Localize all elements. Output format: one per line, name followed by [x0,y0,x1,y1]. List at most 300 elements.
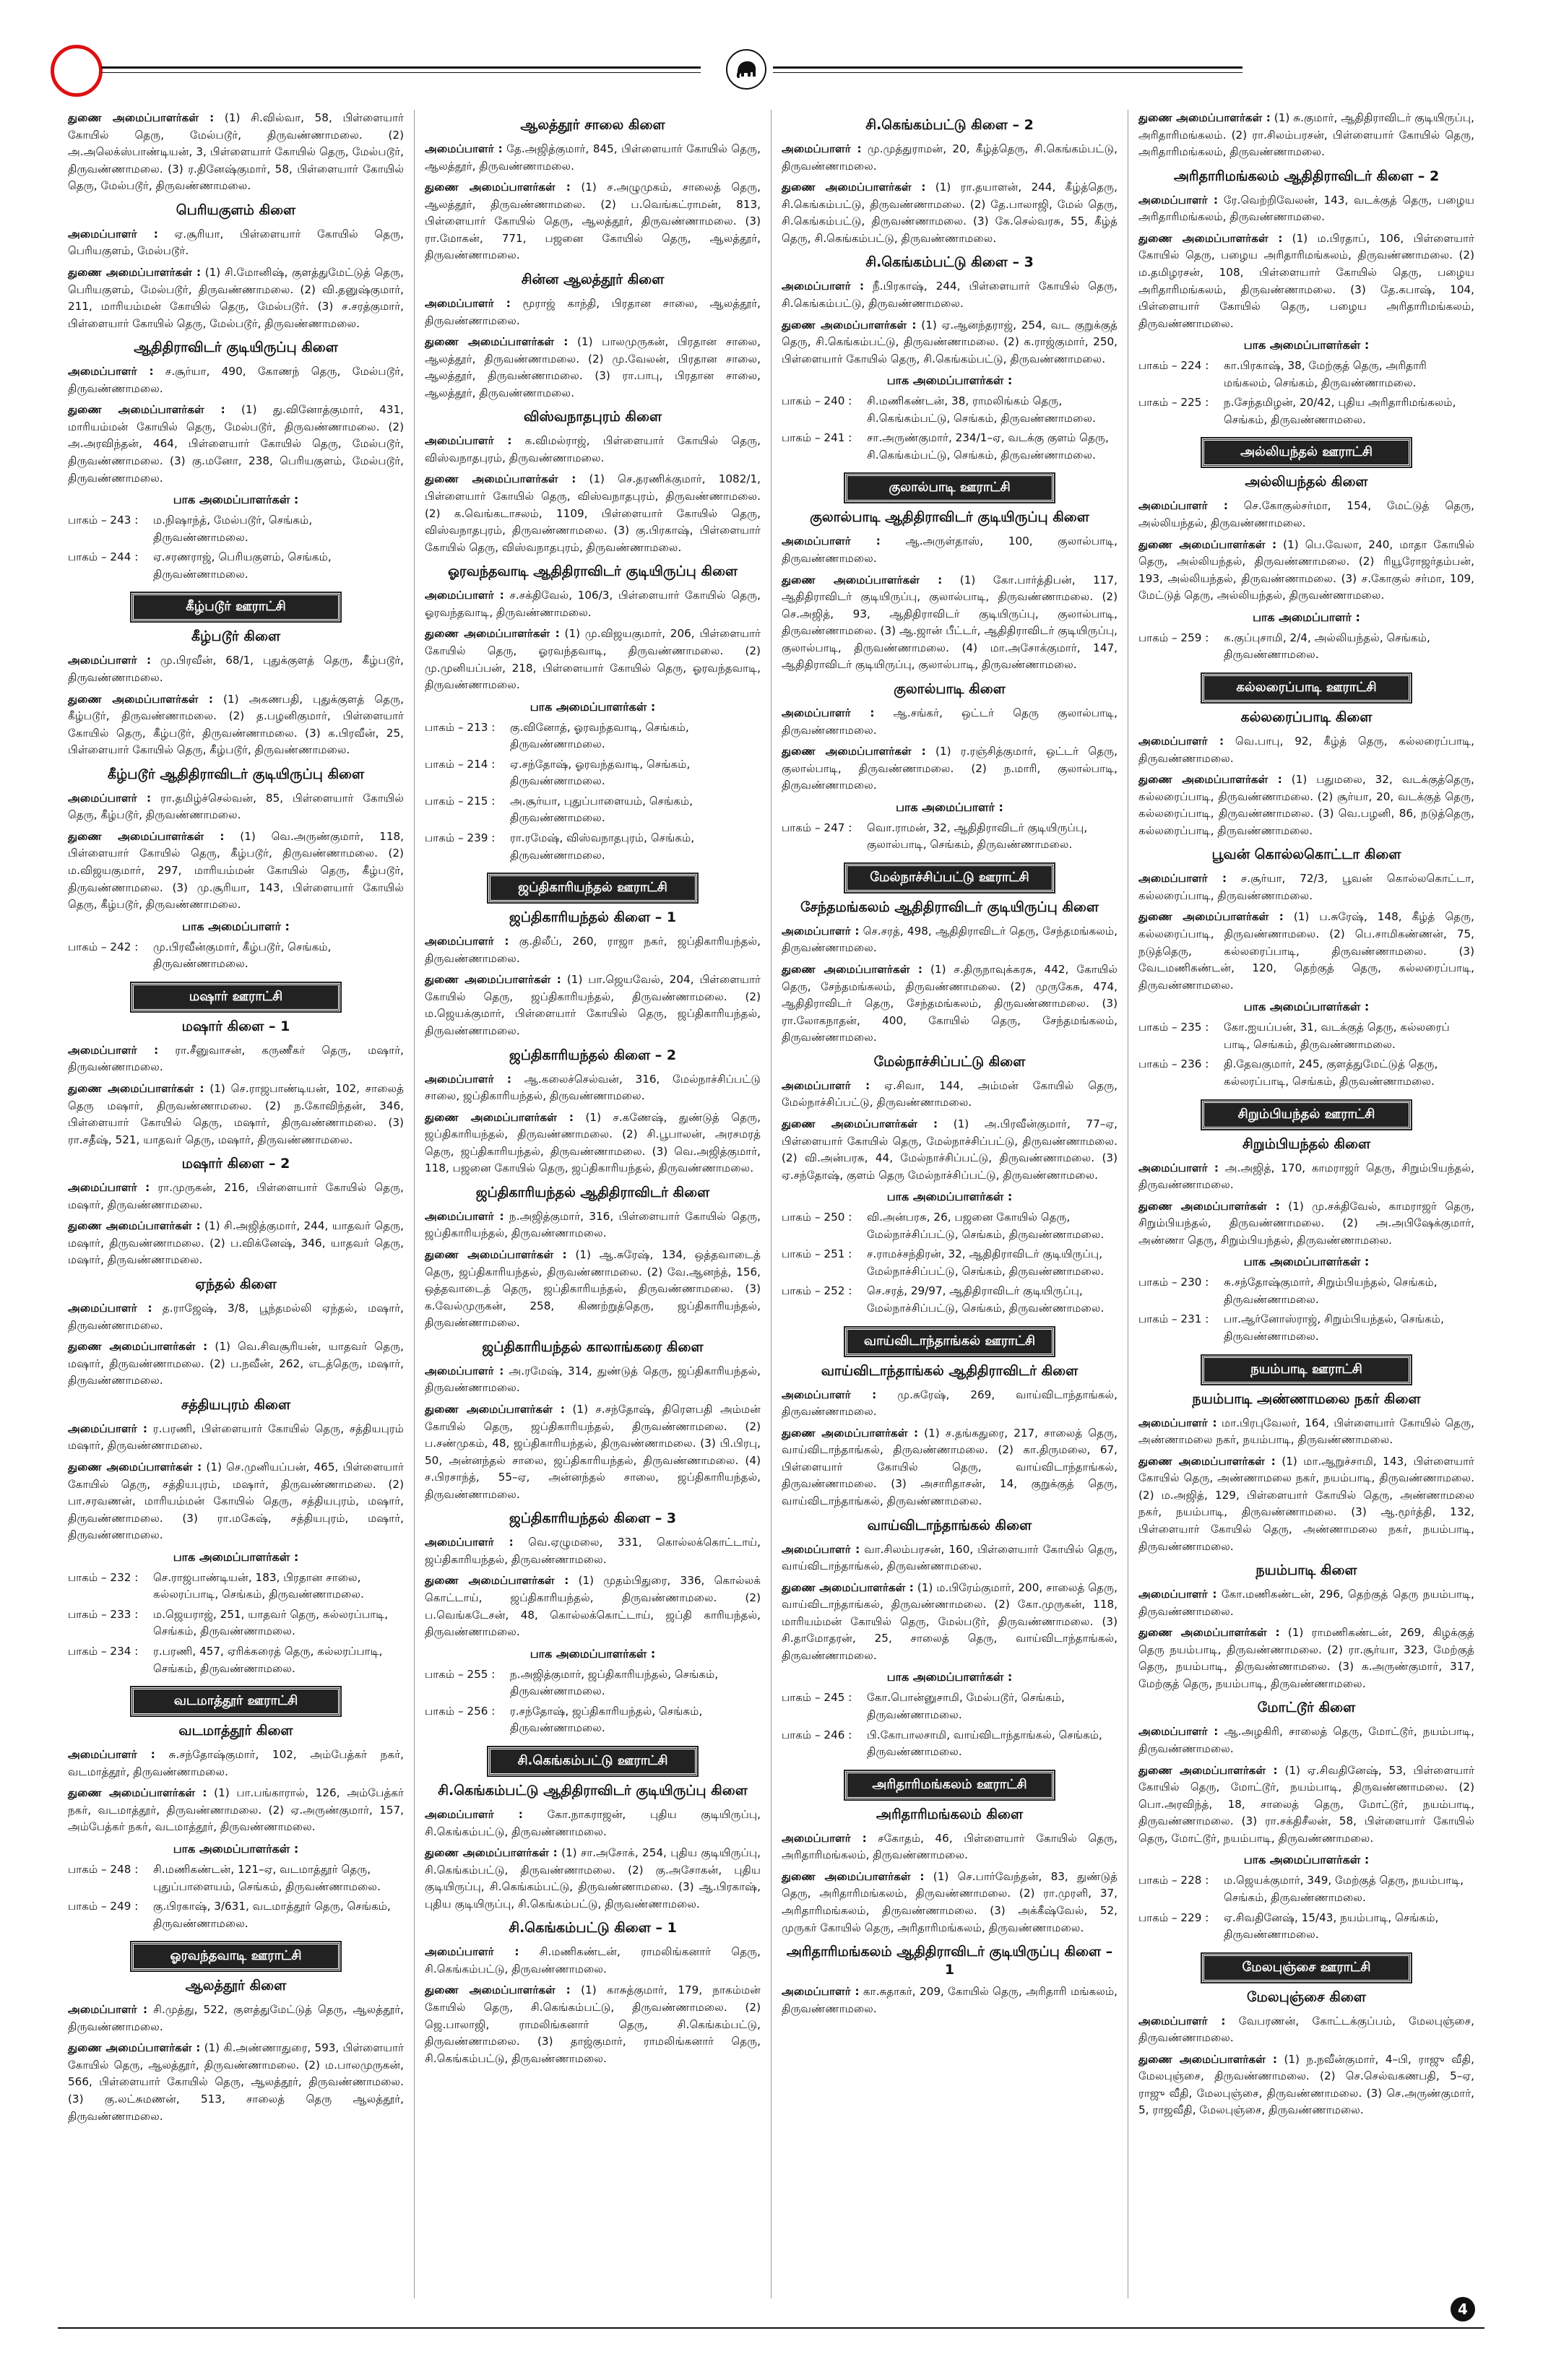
member-details: மு.சுரேஷ், 269, வாய்விடாந்தாங்கல், திருவண்ணாமலை. [782,1388,1118,1419]
member-entry [68,110,404,195]
booth-organiser: ரா.ரமேஷ், விஸ்வநாதபுரம், செங்கம், திருவண்ணாமலை. [510,831,695,862]
section-subheading: பாக அமைப்பாளர்கள் : [1243,1853,1370,1867]
member-entry [1138,230,1474,332]
member-entry [782,1580,1118,1665]
member-details: ச.சூர்யா, 72/3, பூவன் கொல்லகொட்டா, கல்லரைப்பாடி, திருவண்ணாமலை. [1138,872,1475,902]
role-label: துணை அமைப்பாளர்கள் : [68,1460,202,1474]
booth-row [1138,358,1474,391]
member-details: மா.பிரபுவேலர், 164, பிள்ளையார் கோயில் தெரு, அண்ணாமலை நகர், நயம்பாடி, திருவண்ணாமலை. [1138,1416,1474,1447]
branch-heading: மோட்டூர் கிளை [1257,1700,1356,1716]
member-details: (1) ஆ.சுரேஷ், 134, ஒத்தவாடைத் தெரு, ஜப்திகாரியந்தல், திருவண்ணாமலை. (2) வே.ஆனந்த், 156, ஒத்தவாடைத் தெரு, ஜப்திகாரியந்தல், திருவண்ணாமலை. (3) க.வேல்முருகன், 258, கிணற்றுத்தெரு, ஜப்திகாரியந்தல், திருவண்ணாமலை. [425,1248,761,1330]
role-label: துணை அமைப்பாளர்கள் : [425,627,560,641]
member-entry [68,691,404,759]
booth-organiser: ந.அஜித்குமார், ஜப்திகாரியந்தல், செங்கம், திருவண்ணாமலை. [510,1667,719,1698]
role-label: அமைப்பாளர் : [425,1364,504,1377]
role-label: துணை அமைப்பாளர்கள் : [425,1574,569,1588]
branch-heading: சிறும்பியந்தல் கிளை [1242,1135,1371,1152]
booth-row [68,1861,404,1895]
role-label: துணை அமைப்பாளர்கள் : [425,1110,574,1124]
role-label: அமைப்பாளர் : [68,365,154,378]
column-3 [772,110,1128,2298]
member-entry [425,1071,761,1105]
booth-number: பாகம் – 256 : [425,1704,496,1718]
member-details: (1) ரா.தயாளன், 244, கீழ்த்தெரு, சி.கெங்கம்பட்டு, திருவண்ணாமலை. (2) தே.பாலாஜி, மேல் தெரு, சி.கெங்கம்பட்டு, திருவண்ணாமலை. (3) கே.செல்வரசு, 55, கீழ்த் தெரு, சி.கெங்கம்பட்டு, திருவண்ணாமலை. [782,181,1118,245]
booth-number: பாகம் – 240 : [782,394,852,408]
member-details: (1) அகணபதி, புதுக்குளத் தெரு, கீழ்படூர், திருவண்ணாமலை. (2) த.பழனிகுமார், பிள்ளையார் கோயில் தெரு, கீழ்படூர், திருவண்ணாமலை. (3) க.பிரவீன், 25, பிள்ளையார் கோயில் தெரு, கீழ்படூர், திருவண்ணாமலை. [68,692,404,757]
member-entry [425,933,761,967]
booth-row [1138,394,1474,428]
booth-organiser: கு.வினோத், ஓரவந்தவாடி, செங்கம், திருவண்ணாமலை. [510,720,689,751]
branch-heading: வாய்விடாந்தாங்கல் கிளை [867,1517,1032,1533]
member-entry [1138,1723,1474,1757]
panchayat-banner: ஜப்திகாரியந்தல் ஊராட்சி [488,874,696,902]
member-details: சி.முத்து, 522, குளத்துமேட்டுத் தெரு, ஆலத்தூர், திருவண்ணாமலை. [68,2003,404,2033]
elephant-emblem-icon [726,49,766,90]
member-details: கு.திலீப், 260, ராஜா நகர், ஜப்திகாரியந்தல், திருவண்ணாமலை. [425,935,761,965]
member-details: மூராஜ் காந்தி, பிரதான சாலை, ஆலத்தூர், திருவண்ணாமலை. [425,296,761,327]
role-label: அமைப்பாளர் : [425,1072,511,1086]
member-entry [425,972,761,1039]
role-label: துணை அமைப்பாளர்கள் : [782,318,917,332]
booth-organiser: ம.ஜெயக்குமார், 349, மேற்குத் தெரு, நயம்பாடி, செங்கம், திருவண்ணாமலை. [1224,1874,1464,1904]
member-details: ச.சக்திவேல், 106/3, பிள்ளையார் கோயில் தெரு, ஓரவந்தவாடி, திருவண்ணாமலை. [425,589,761,619]
masthead-rule [101,66,701,69]
role-label: அமைப்பாளர் : [782,1831,867,1845]
member-details: (1) கோ.பார்த்திபன், 117, ஆதிதிராவிடர் குடியிருப்பு, குலால்பாடி, திருவண்ணாமலை. (2) செ.அஜித், 93, ஆதிதிராவிடர் குடியிருப்பு, குலால்பாடி, திருவண்ணாமலை. (3) ஆ.ஜான் பீட்டர், ஆதிதிராவிடர் குடியிருப்பு, குலால்பாடி, திருவண்ணாமலை. (4) மா.அசோக்குமார், 147, ஆதிதிராவிடர் குடியிருப்பு, குலால்பாடி, திருவண்ணாமலை. [782,573,1118,672]
booth-number: பாகம் – 244 : [68,550,139,564]
booth-row [425,1703,761,1737]
member-entry [68,1459,404,1544]
member-entry [68,1218,404,1269]
member-entry [782,141,1118,175]
role-label: அமைப்பாளர் : [425,296,511,310]
member-entry [68,226,404,260]
booth-number: பாகம் – 230 : [1138,1276,1209,1289]
role-label: அமைப்பாளர் : [1138,1161,1219,1174]
booth-row [782,1727,1118,1761]
booth-organiser: பா.ஆர்னோஸ்ராஜ், சிறும்பியந்தல், செங்கம், திருவண்ணாமலை. [1224,1312,1444,1343]
role-label: துணை அமைப்பாளர்கள் : [68,265,202,279]
member-entry [425,1572,761,1640]
booth-row [782,1689,1118,1723]
booth-number: பாகம் – 234 : [68,1645,139,1658]
role-label: அமைப்பாளர் : [782,1388,877,1401]
booth-organiser: செ.சரத், 29/97, ஆதிதிராவிடர் குடியிருப்பு, மேல்நாச்சிப்பட்டு, செங்கம், திருவண்ணாமலை. [867,1284,1105,1315]
masthead-rule [101,72,701,73]
role-label: துணை அமைப்பாளர்கள் : [425,973,561,987]
member-entry [782,1541,1118,1575]
member-details: ஆ.அழகிரி, சாலைத் தெரு, மோட்டூர், நயம்பாடி, திருவண்ணாமலை. [1138,1725,1475,1755]
role-label: அமைப்பாளர் : [782,142,862,155]
member-entry [1138,537,1474,605]
role-label: துணை அமைப்பாளர்கள் : [68,403,225,417]
member-details: (1) ச.சந்தோஷ், திரௌபதி அம்மன் கோயில் தெரு, ஜப்திகாரியந்தல், திருவண்ணாமலை. (2) ப.சண்முகம், 48, ஜப்திகாரியந்தல், திருவண்ணாமலை. (3) பி.பிரபு, 50, அன்னந்தல் சாலை, ஜப்திகாரியந்தல், திருவண்ணாமலை. (4) ச.பிரசாந்த், 55–ஏ, அன்னந்தல் சாலை, ஜப்திகாரியந்தல், திருவண்ணாமலை. [425,1402,761,1501]
branch-heading: நயம்பாடி கிளை [1255,1562,1357,1579]
member-entry [782,533,1118,567]
booth-number: பாகம் – 247 : [782,821,852,834]
role-label: துணை அமைப்பாளர்கள் : [782,745,926,758]
member-entry [425,1982,761,2067]
panchayat-banner: கீழ்படூர் ஊராட்சி [131,593,340,621]
member-details: (1) ச.தங்கதுரை, 217, சாலைத் தெரு, வாய்விடாந்தாங்கல், திருவண்ணாமலை. (2) கா.திருமலை, 67, பிள்ளையார் கோயில் தெரு, வாய்விடாந்தாங்கல், திருவண்ணாமலை. (3) அசாரிதாசன், 14, குறுக்குத் தெரு, வாய்விடாந்தாங்கல், திருவண்ணாமலை. [782,1426,1118,1507]
branch-heading: ஓரவந்தவாடி ஆதிதிராவிடர் குடியிருப்பு கிளை [447,563,738,580]
booth-number: பாகம் – 250 : [782,1211,852,1224]
member-entry [425,1109,761,1177]
member-details: வா.சிலம்பரசன், 160, பிள்ளையார் கோயில் தெரு, வாய்விடாந்தாங்கல், திருவண்ணாமலை. [782,1542,1118,1573]
member-details: (1) சி.மோனிஷ், குளத்துமேட்டுத் தெரு, பெரியகுளம், மேல்படூர், திருவண்ணாமலை. (2) வி.தனுஷ்குமார், 211, மாரியம்மன் கோயில் தெரு, மேல்படூர். (3) ச.சரத்குமார், பிள்ளையார் கோயில் தெரு, மேல்படூர், திருவண்ணாமலை. [68,265,404,330]
member-entry [425,295,761,329]
member-entry [425,1401,761,1503]
role-label: அமைப்பாளர் : [425,1945,519,1959]
role-label: துணை அமைப்பாளர்கள் : [68,2041,201,2055]
role-label: துணை அமைப்பாளர்கள் : [1138,910,1284,924]
booth-row [425,1666,761,1700]
member-entry [1138,870,1474,904]
role-label: துணை அமைப்பாளர்கள் : [68,1786,207,1800]
booth-row [68,1898,404,1932]
role-label: அமைப்பாளர் : [68,1748,155,1762]
booth-number: பாகம் – 252 : [782,1284,852,1298]
branch-heading: கீழ்படூர் கிளை [191,628,281,645]
booth-number: பாகம் – 236 : [1138,1057,1209,1071]
panchayat-banner: மஷார் ஊராட்சி [131,983,340,1011]
page-number: 4 [1451,2297,1475,2321]
booth-organiser: க.குப்புசாமி, 2/4, அல்லியந்தல், செங்கம், திருவண்ணாமலை. [1224,631,1430,662]
masthead-rule [773,66,1242,69]
member-details: அ.அஜித், 170, காமராஜர் தெரு, சிறும்பியந்தல், திருவண்ணாமலை. [1138,1161,1474,1192]
booth-organiser: கோ.பொன்னுசாமி, மேல்படூர், செங்கம், திருவண்ணாமலை. [867,1691,1065,1721]
booth-row [425,793,761,827]
booth-organiser: ர.சந்தோஷ், ஜப்திகாரியந்தல், செங்கம், திருவண்ணாமலை. [510,1704,703,1735]
member-entry [68,264,404,332]
member-details: (1) பாலமுருகன், பிரதான சாலை, ஆலத்தூர், திருவண்ணாமலை. (2) மு.வேலன், பிரதான சாலை, ஆலத்தூர், திருவண்ணாமலை. (3) ரா.பாபு, பிரதான சாலை, ஆலத்தூர், திருவண்ணாமலை. [425,335,761,399]
role-label: துணை அமைப்பாளர்கள் : [1138,773,1282,787]
member-entry [1138,1415,1474,1449]
booth-row [68,549,404,583]
role-label: அமைப்பாளர் : [425,142,503,155]
booth-row [425,830,761,864]
booth-organiser: பி.கோபாலசாமி, வாய்விடாந்தாங்கல், செங்கம், திருவண்ணாமலை. [867,1728,1102,1759]
member-entry [425,1363,761,1397]
member-entry [68,2002,404,2035]
member-details: ஆ.சங்கர், ஒட்டர் தெரு குலால்பாடி, திருவண்ணாமலை. [782,706,1118,737]
panchayat-banner: சிறும்பியந்தல் ஊராட்சி [1202,1101,1410,1129]
booth-organiser: கா.பிரகாஷ், 38, மேற்குத் தெரு, அரிதாரி மங்கலம், செங்கம், திருவண்ணாமலை. [1224,359,1427,389]
member-entry [425,141,761,175]
booth-number: பாகம் – 232 : [68,1570,139,1584]
member-entry [782,1983,1118,2017]
member-details: (1) கி.அண்ணாதுரை, 593, பிள்ளையார் கோயில் தெரு, ஆலத்தூர், திருவண்ணாமலை. (2) ம.பாலமுருகன், 566, பிள்ளையார் கோயில் தெரு, ஆலத்தூர், திருவண்ணாமலை. (3) கு.லட்சுமணன், 513, சாலைத் தெரு ஆலத்தூர், திருவண்ணாமலை. [68,2041,404,2123]
member-entry [782,1425,1118,1510]
branch-heading: குலால்பாடி கிளை [894,680,1006,697]
role-label: துணை அமைப்பாளர்கள் : [1138,1199,1280,1213]
member-details: (1) ப.சுரேஷ், 148, கீழ்த் தெரு, கல்லரைப்பாடி, திருவண்ணாமலை. (2) பெ.சாமிகண்ணன், 75, நடுத்தெரு, கல்லரைப்பாடி, திருவண்ணாமலை. (3) வேடமணிகண்டன், 120, தெற்குத் தெரு, கல்லரைப்பாடி, திருவண்ணாமலை. [1138,910,1474,992]
booth-row [782,393,1118,427]
booth-number: பாகம் – 246 : [782,1728,852,1741]
branch-heading: ஜப்திகாரியந்தல் கிளை – 2 [509,1047,677,1063]
role-label: துணை அமைப்பாளர்கள் : [1138,1626,1280,1640]
booth-organiser: சி.மணிகண்டன், 121–ஏ, வடமாத்தூர் தெரு, புதுப்பாளையம், செங்கம், திருவண்ணாமலை. [153,1862,381,1893]
member-details: செ.சரத், 498, ஆதிதிராவிடர் தெரு, சேந்தமங்கலம், திருவண்ணாமலை. [782,924,1118,955]
panchayat-banner: அரிதாரிமங்கலம் ஊராட்சி [845,1771,1053,1799]
member-details: ஏ.சூரியா, பிள்ளையார் கோயில் தெரு, பெரியகுளம், மேல்படூர். [68,227,404,258]
booth-organiser: ந.சேந்தமிழன், 20/42, புதிய அரிதாரிமங்கலம், செங்கம், திருவண்ணாமலை. [1224,396,1456,426]
member-entry [1138,1762,1474,1848]
member-details: சி.மணிகண்டன், ராமலிங்கனார் தெரு, சி.கெங்கம்பட்டு, திருவண்ணாமலை. [425,1945,761,1976]
branch-heading: நயம்பாடி அண்ணாமலை நகர் கிளை [1192,1390,1421,1407]
member-details: (1) மு.சக்திவேல், காமராஜர் தெரு, சிறும்பியந்தல், திருவண்ணாமலை. (2) அ.அபிஷேக்குமார், அண்ணா தெரு, சிறும்பியந்தல், திருவண்ணாமலை. [1138,1199,1474,1247]
member-entry [68,1338,404,1390]
role-label: துணை அமைப்பாளர்கள் : [1138,111,1271,124]
booth-row [782,1209,1118,1243]
member-details: (1) பெ.வேலா, 240, மாதா கோயில் தெரு, அல்லியந்தல், திருவண்ணாமலை. (2) ரியூரோஜர்தம்பன், 193, அல்லியந்தல், திருவண்ணாமலை. (3) ச.கோகுல் சர்மா, 109, மேட்டுத் தெரு, அல்லியந்தல், திருவண்ணாமலை. [1138,537,1474,602]
bottom-rule [58,2327,1484,2329]
member-details: (1) ந.நவீன்குமார், 4–பி, ராஜு வீதி, மேலபுஞ்சை, திருவண்ணாமலை. (2) செ.செல்வகணபதி, 5–ஏ, ராஜு வீதி, மேலபுஞ்சை, திருவண்ணாமலை. (3) செ.அருண்குமார், 5, ராஜவீதி, மேலபுஞ்சை, திருவண்ணாமலை. [1138,2052,1474,2117]
section-subheading: பாக அமைப்பாளர்கள் : [886,1190,1013,1204]
section-subheading: பாக அமைப்பாளர்கள் : [530,1646,656,1661]
member-entry [425,1534,761,1568]
branch-heading: சேந்தமங்கலம் ஆதிதிராவிடர் குடியிருப்பு கிளை [800,899,1099,915]
role-label: அமைப்பாளர் : [68,2003,148,2017]
member-details: த.ராஜேஷ், 3/8, பூந்தமல்லி ஏந்தல், மஷார், திருவண்ணாமலை. [68,1302,404,1332]
booth-organiser: சா.அருண்குமார், 234/1–ஏ, வடக்கு குளம் தெரு, சி.கெங்கம்பட்டு, செங்கம், திருவண்ணாமலை. [867,431,1109,462]
branch-heading: ஆலத்தூர் கிளை [185,1978,287,1994]
member-entry [782,1078,1118,1112]
member-details: ஆ.கலைச்செல்வன், 316, மேல்நாச்சிப்பட்டு சாலை, ஜப்திகாரியந்தல், திருவண்ணாமலை. [425,1072,761,1103]
member-details: சகோதம், 46, பிள்ளையார் கோயில் தெரு, அரிதாரிமங்கலம், திருவண்ணாமலை. [782,1831,1118,1862]
booth-row [1138,1311,1474,1345]
member-details: (1) சி.அஜித்குமார், 244, யாதவர் தெரு, மஷார், திருவண்ணாமலை. (2) ப.விக்னேஷ், 346, யாதவர் தெரு, மஷார், திருவண்ணாமலை. [68,1219,404,1267]
member-details: கா.சுதாகர், 209, கோயில் தெரு, அரிதாரி மங்கலம், திருவண்ணாமலை. [782,1985,1118,2015]
member-details: கோ.நாகராஜன், புதிய குடியிருப்பு, சி.கெங்கம்பட்டு, திருவண்ணாமலை. [425,1807,761,1838]
member-entry [425,1247,761,1332]
member-entry [425,433,761,467]
member-details: (1) சி.வில்வா, 58, பிள்ளையார் கோயில் தெரு, மேல்படூர், திருவண்ணாமலை. (2) அ.அலெக்ஸ்பாண்டியன், 3, பிள்ளையார் கோயில் தெரு, மேல்படூர், திருவண்ணாமலை. (3) ர.தினேஷ்குமார், 58, பிள்ளையார் கோயில் தெரு, மேல்படூர், திருவண்ணாமலை. [68,111,404,193]
member-details: கோ.மணிகண்டன், 296, தெற்குத் தெரு நயம்பாடி, திருவண்ணாமலை. [1138,1588,1474,1618]
member-entry [1138,192,1474,226]
member-details: (1) சு.குமார், ஆதிதிராவிடர் குடியிருப்பு, அரிதாரிமங்கலம். (2) ரா.சிலம்பரசன், பிள்ளையார் கோயில் தெரு, அரிதாரிமங்கலம், திருவண்ணாமலை. [1138,111,1474,159]
member-details: சு.சந்தோஷ்குமார், 102, அம்பேத்கர் நகர், வடமாத்தூர், திருவண்ணாமலை. [68,1748,404,1778]
role-label: துணை அமைப்பாளர்கள் : [425,1846,558,1860]
member-entry [68,1785,404,1836]
booth-number: பாகம் – 255 : [425,1667,496,1681]
member-details: (1) செ.தரணிக்குமார், 1082/1, பிள்ளையார் கோயில் தெரு, விஸ்வநாதபுரம், திருவண்ணாமலை. (2) க.வெங்கடாசலம், 1109, பிள்ளையார் கோயில் தெரு, விஸ்வநாதபுரம், திருவண்ணாமலை. (3) கு.பிரகாஷ், பிள்ளையார் கோயில் தெரு, விஸ்வநாதபுரம், திருவண்ணாமலை. [425,472,761,554]
panchayat-banner: நயம்பாடி ஊராட்சி [1202,1356,1410,1384]
booth-organiser: ஏ.சிவதினேஷ், 15/43, நயம்பாடி, செங்கம், திருவண்ணாமலை. [1224,1911,1439,1942]
role-label: அமைப்பாளர் : [425,1209,504,1223]
branch-heading: ஜப்திகாரியந்தல் காலாங்கரை கிளை [482,1338,704,1355]
role-label: அமைப்பாளர் : [1138,1416,1217,1429]
booth-organiser: ஏ.சந்தோஷ், ஓரவந்தவாடி, செங்கம், திருவண்ணாமலை. [510,757,691,788]
member-details: ர.பரணி, பிள்ளையார் கோயில் தெரு, சத்தியபுரம் மஷார், திருவண்ணாமலை. [68,1421,405,1453]
member-details: ரா.முருகன், 216, பிள்ளையார் கோயில் தெரு, மஷார், திருவண்ணாமலை. [68,1181,404,1211]
column-4 [1128,110,1484,2298]
role-label: அமைப்பாளர் : [68,1043,159,1057]
branch-heading: அரிதாரிமங்கலம் ஆதிதிராவிடர் குடியிருப்பு கிளை – 1 [786,1944,1113,1978]
booth-number: பாகம் – 249 : [68,1900,139,1913]
role-label: துணை அமைப்பாளர்கள் : [1138,537,1277,551]
branch-heading: வாய்விடாந்தாங்கல் ஆதிதிராவிடர் கிளை [821,1362,1079,1379]
booth-number: பாகம் – 231 : [1138,1312,1209,1326]
branch-heading: பூவன் கொல்லகொட்டா கிளை [1211,847,1401,863]
role-label: அமைப்பாளர் : [68,1181,150,1195]
member-details: ஏ.சிவா, 144, அம்மன் கோயில் தெரு, மேல்நாச்சிப்பட்டு, திருவண்ணாமலை. [782,1078,1118,1109]
booth-row [782,1246,1118,1280]
role-label: அமைப்பாளர் : [425,1536,514,1549]
member-details: ரா.தமிழ்ச்செல்வன், 85, பிள்ளையார் கோயில் தெரு, கீழ்படூர், திருவண்ணாமலை. [68,791,405,822]
role-label: அமைப்பாளர் : [68,1421,147,1435]
member-details: (1) மா.ஆறுச்சாமி, 143, பிள்ளையார் கோயில் தெரு, அண்ணாமலை நகர், நயம்பாடி, திருவண்ணாமலை. (2) ம.அஜித், 129, பிள்ளையார் கோயில் தெரு, அண்ணாமலை நகர், நயம்பாடி, திருவண்ணாமலை. (3) ஆ.மூர்த்தி, 132, பிள்ளையார் கோயில் தெரு, அண்ணாமலை நகர், நயம்பாடி, திருவண்ணாமலை. [1138,1454,1474,1553]
member-entry [782,961,1118,1047]
member-entry [68,402,404,487]
booth-row [68,939,404,973]
booth-row [1138,630,1474,664]
member-details: (1) பா.பங்காரால், 126, அம்பேத்கர் நகர், வடமாத்தூர், திருவண்ணாமலை. (2) ஏ.அருண்குமார், 157, அம்பேத்கர் நகர், வடமாத்தூர், திருவண்ணாமலை. [68,1786,404,1834]
member-details: (1) து.வினோத்குமார், 431, மாரியம்மன் கோயில் தெரு, மேல்படூர், திருவண்ணாமலை. (2) அ.அரவிந்தன், 464, பிள்ளையார் கோயில் தெரு, மேல்படூர், திருவண்ணாமலை. (3) கு.மனோ, 238, பெரியகுளம், மேல்படூர், திருவண்ணாமலை. [68,403,404,485]
member-entry [425,1944,761,1978]
booth-organiser: வொ.ராமன், 32, ஆதிதிராவிடர் குடியிருப்பு, குலால்பாடி, செங்கம், திருவண்ணாமலை. [867,821,1088,852]
masthead [51,45,1242,95]
member-details: (1) ச.அழுமுகம், சாலைத் தெரு, ஆலத்தூர், திருவண்ணாமலை. (2) ப.வெங்கட்ராமன், 813, பிள்ளையார் கோயில் தெரு, ஆலத்தூர், திருவண்ணாமலை. (3) ரா.மோகன், 771, பஜனை கோயில் தெரு, ஆலத்தூர், திருவண்ணாமலை. [425,181,761,262]
member-details: (1) ர.ரஞ்சித்குமார், ஒட்டர் தெரு, குலால்பாடி, திருவண்ணாமலை. (2) ந.மாரி, குலால்பாடி, திருவண்ணாமலை. [782,745,1118,792]
booth-row [1138,1910,1474,1944]
role-label: துணை அமைப்பாளர்கள் : [68,692,214,706]
member-entry [1138,1624,1474,1692]
booth-number: பாகம் – 242 : [68,940,139,953]
booth-organiser: கு.பிரகாஷ், 3/631, வடமாத்தூர் தெரு, செங்கம், திருவண்ணாமலை. [153,1900,391,1930]
role-label: அமைப்பாளர் : [425,935,509,948]
booth-number: பாகம் – 235 : [1138,1021,1209,1034]
member-entry [782,1830,1118,1864]
column-2 [415,110,772,2298]
member-details: (1) ச.திருநாவுக்கரசு, 442, கோயில் தெரு, சேந்தமங்கலம், திருவண்ணாமலை. (2) முருகேசு, 474, ஆதிதிராவிடர் தெரு, சேந்தமங்கலம், திருவண்ணாமலை. (3) ரா.லோகநாதன், 400, கோயில் தெரு, சேந்தமங்கலம், திருவண்ணாமலை. [782,963,1118,1044]
newspaper-columns [58,110,1484,2298]
branch-heading: மேலபுஞ்சை கிளை [1247,1989,1366,2005]
booth-number: பாகம் – 259 : [1138,631,1209,644]
branch-heading: ஏந்தல் கிளை [195,1276,277,1292]
member-details: (1) பதுமலை, 32, வடக்குத்தெரு, கல்லரைப்பாடி, திருவண்ணாமலை. (2) சூர்யா, 20, வடக்குத் தெரு, கல்லரைப்பாடி, திருவண்ணாமலை. (3) வெ.பழனி, 86, நடுத்தெரு, கல்லரைப்பாடி, திருவண்ணாமலை. [1138,773,1474,837]
booth-number: பாகம் – 243 : [68,514,139,527]
member-entry [1138,2013,1474,2047]
member-details: (1) அ.பிரவீன்குமார், 77–ஏ, பிள்ளையார் கோயில் தெரு, மேல்நாச்சிப்பட்டு, திருவண்ணாமலை. (2) வி.அன்பரசு, 44, மேல்நாச்சிப்பட்டு, திருவண்ணாமலை. (3) ஏ.சந்தோஷ், குளம் தெரு மேல்நாச்சிப்பட்டு, திருவண்ணாமலை. [782,1117,1118,1182]
member-entry [425,334,761,402]
booth-organiser: ர.பரணி, 457, ஏரிக்கரைத் தெரு, கல்லரப்பாடி, செங்கம், திருவண்ணாமலை. [153,1645,383,1675]
role-label: அமைப்பாளர் : [1138,734,1224,748]
member-entry [1138,498,1474,532]
booth-number: பாகம் – 241 : [782,431,852,445]
booth-number: பாகம் – 215 : [425,794,496,808]
role-label: அமைப்பாளர் : [782,924,860,938]
booth-number: பாகம் – 224 : [1138,359,1209,373]
member-details: (1) செ.முனியப்பன், 465, பிள்ளையார் கோயில் தெரு, சத்தியபுரம், மஷார், திருவண்ணாமலை. (2) பா.சரவணன், மாரியம்மன் கோயில் தெரு, சத்தியபுரம், மஷார், திருவண்ணாமலை. (3) ரா.மகேஷ், சத்தியபுரம், மஷார், திருவண்ணாமலை. [68,1460,404,1542]
branch-heading: மஷார் கிளை – 1 [181,1018,290,1034]
section-subheading: பாக அமைப்பாளர் : [1253,610,1360,624]
member-details: (1) செ.பார்வேந்தன், 83, துண்டுத் தெரு, அரிதாரிமங்கலம், திருவண்ணாமலை. (2) ரா.முரளி, 37, அரிதாரிமங்கலம், திருவண்ணாமலை. (3) அக்கீஷ்வேல், 52, முருகர் கோயில் தெரு, அரிதாரிமங்கலம், திருவண்ணாமலை. [782,1869,1118,1934]
booth-row [1138,1019,1474,1053]
role-label: அமைப்பாளர் : [425,589,504,602]
branch-heading: சி.கெங்கம்பட்டு ஆதிதிராவிடர் குடியிருப்பு கிளை [438,1782,748,1799]
booth-organiser: கோ.ஐயப்பன், 31, வடக்குத் தெரு, கல்லரைப் பாடி, செங்கம், திருவண்ணாமலை. [1224,1021,1450,1051]
member-details: நீ.பிரகாஷ், 244, பிள்ளையார் கோயில் தெரு, சி.கெங்கம்பட்டு, திருவண்ணாமலை. [782,280,1118,310]
role-label: அமைப்பாளர் : [1138,2014,1226,2028]
branch-heading: விஸ்வநாதபுரம் கிளை [523,409,662,425]
masthead-rule [773,72,1242,73]
role-label: அமைப்பாளர் : [68,654,152,667]
member-entry [68,1180,404,1213]
role-label: அமைப்பாளர் : [782,535,881,548]
branch-heading: வடமாத்தூர் கிளை [178,1723,293,1739]
booth-organiser: ச.ராமச்சந்திரன், 32, ஆதிதிராவிடர் குடியிருப்பு, மேல்நாச்சிப்பட்டு, செங்கம், திருவண்ணாமலை. [867,1247,1105,1278]
role-label: அமைப்பாளர் : [782,1078,870,1092]
member-details: வெ.பாபு, 92, கீழ்த் தெரு, கல்லரைப்பாடி, திருவண்ணாமலை. [1138,734,1474,765]
member-details: ஆ.அருள்தாஸ், 100, குலால்பாடி, திருவண்ணாமலை. [782,535,1118,565]
role-label: அமைப்பாளர் : [782,1542,860,1556]
section-subheading: பாக அமைப்பாளர் : [896,800,1003,814]
branch-heading: ஜப்திகாரியந்தல் கிளை – 3 [509,1510,677,1527]
member-entry [782,572,1118,674]
booth-number: பாகம் – 229 : [1138,1911,1209,1924]
member-details: வெ.ஏழுமலை, 331, கொல்லக்கொட்டாய், ஜப்திகாரியந்தல், திருவண்ணாமலை. [425,1536,761,1566]
booth-organiser: வி.அன்பரசு, 26, பஜனை கோயில் தெரு, மேல்நாச்சிப்பட்டு, செங்கம், திருவண்ணாமலை. [867,1211,1105,1241]
booth-number: பாகம் – 245 : [782,1691,852,1705]
branch-heading: மேல்நாச்சிப்பட்டு கிளை [873,1053,1026,1070]
member-details: (1) வெ.சிவசூரியன், யாதவர் தெரு, மஷார், திருவண்ணாமலை. (2) ப.நவீன், 262, எடத்தெரு, மஷார், திருவண்ணாமலை. [68,1340,404,1388]
booth-row [425,719,761,753]
member-entry [68,363,404,397]
booth-organiser: செ.ராஜபாண்டியன், 183, பிரதான சாலை, கல்லரப்பாடி, செங்கம், திருவண்ணாமலை. [153,1570,364,1601]
section-subheading: பாக அமைப்பாளர்கள் : [1243,338,1370,352]
panchayat-banner: மேலபுஞ்சை ஊராட்சி [1202,1954,1410,1982]
branch-heading: மஷார் கிளை – 2 [181,1156,290,1172]
member-entry [782,1869,1118,1937]
role-label: துணை அமைப்பாளர்கள் : [68,1219,201,1233]
role-label: அமைப்பாளர் : [425,434,512,448]
booth-number: பாகம் – 228 : [1138,1874,1209,1887]
member-entry [1138,771,1474,839]
member-details: வேபரணன், கோட்டக்குப்பம், மேலபுஞ்சை, திருவண்ணாமலை. [1138,2014,1474,2045]
role-label: துணை அமைப்பாளர்கள் : [68,1340,208,1354]
member-entry [425,1208,761,1242]
role-label: அமைப்பாளர் : [68,1302,152,1315]
member-entry [68,652,404,686]
booth-number: பாகம் – 213 : [425,720,496,734]
panchayat-banner: அல்லியந்தல் ஊராட்சி [1202,438,1410,467]
booth-organiser: அ.சூர்யா, புதுப்பாளையம், செங்கம், திருவண்ணாமலை. [510,794,693,825]
member-details: (1) ராமணிகண்டன், 269, கிழக்குத் தெரு நயம்பாடி, திருவண்ணாமலை. (2) ரா.சூர்யா, 323, மேற்குத் தெரு, நயம்பாடி, திருவண்ணாமலை. (3) க.அருண்குமார், 317, மேற்குத் தெரு, நயம்பாடி, திருவண்ணாமலை. [1138,1626,1474,1690]
member-details: க.விமல்ராஜ், பிள்ளையார் கோயில் தெரு, விஸ்வநாதபுரம், திருவண்ணாமலை. [425,434,761,464]
booth-number: பாகம் – 214 : [425,757,496,771]
booth-row [425,756,761,790]
member-entry [782,923,1118,957]
member-details: மு.முத்துராமன், 20, கீழ்த்தெரு, சி.கெங்கம்பட்டு, திருவண்ணாமலை. [782,142,1118,173]
member-entry [425,587,761,621]
section-subheading: பாக அமைப்பாளர் : [182,919,290,933]
member-entry [68,2040,404,2125]
role-label: துணை அமைப்பாளர்கள் : [782,963,922,976]
member-entry [782,1387,1118,1421]
booth-number: பாகம் – 239 : [425,831,496,844]
panchayat-banner: சி.கெங்கம்பட்டு ஊராட்சி [488,1747,696,1775]
branch-heading: சத்தியபுரம் கிளை [181,1396,291,1413]
role-label: துணை அமைப்பாளர்கள் : [782,1117,938,1130]
masthead-red-circle [51,45,103,97]
member-details: (1) ஏ.ஆனந்தராஜ், 254, வட குறுக்குத் தெரு, சி.கெங்கம்பட்டு, திருவண்ணாமலை. (2) க.ராஜ்குமார், 250, பிள்ளையார் கோயில் தெரு, சி.கெங்கம்பட்டு, திருவண்ணாமலை. [782,318,1118,365]
member-details: ரே.வெற்றிவேலன், 143, வடக்குத் தெரு, பழைய அரிதாரிமங்கலம், திருவண்ணாமலை. [1138,193,1474,224]
member-details: செ.கோகுல்சர்மா, 154, மேட்டுத் தெரு, அல்லியந்தல், திருவண்ணாமலை. [1138,499,1474,529]
panchayat-banner: வாய்விடாந்தாங்கல் ஊராட்சி [845,1328,1053,1356]
member-entry [68,1042,404,1076]
branch-heading: சின்ன ஆலத்தூர் கிளை [521,271,665,287]
